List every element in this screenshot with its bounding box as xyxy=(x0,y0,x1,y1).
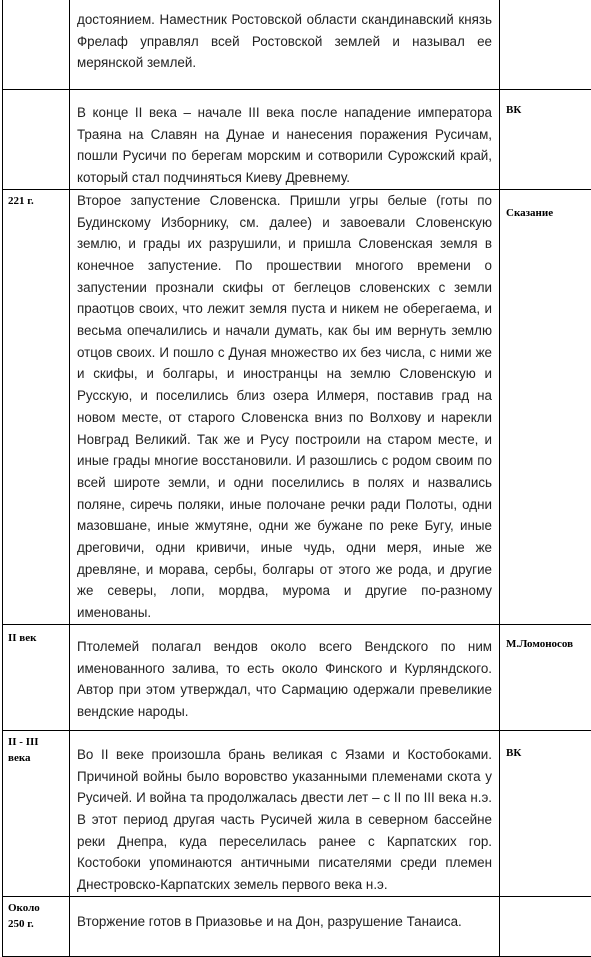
text-cell xyxy=(70,189,500,624)
date-cell xyxy=(3,896,70,956)
source-label: М.Ломоносов xyxy=(500,625,591,650)
source-cell xyxy=(500,0,591,90)
event-text: В конце II века – начале III века после нападение императора Траяна на Славян на Дунае и нанесения поражения Русичам, пошли Русичи по берегам морским и сотворили Сурожский край, который стал подчиняться Киеву Древнему. xyxy=(70,90,499,189)
source-cell xyxy=(500,189,591,624)
date-label xyxy=(3,0,69,4)
source-cell xyxy=(500,90,591,190)
source-label: ВК xyxy=(500,731,591,759)
text-cell xyxy=(70,0,500,90)
event-text: Второе запустение Словенска. Пришли угры белые (готы по Будинскому Изборнику, см. далее) и завоевали Словенскую землю, и грады их разрушили, и пришла Словенская земля в конечное запустение. По прошествии многого времени о запустении прознали скифы от беглецов словенских с земли праотцов своих, что лежит земля пуста и никем не оберегаема, и весьма опечалились и начали думать, как бы им вернуть землю отцов своих. И пошло с Дуная множество их без числа, с ними же и скифы, и болгары, и иностранцы на землю Словенскую и Русскую, и поселились близ озера Илмеря, поставив град на новом месте, от старого Словенска вниз по Волхову и нарекли Новград Великий. Так же и Русу построили на старом месте, и иные грады многие восстановили. И разошлись с родом своим по всей широте земли, и одни поселились в полях и назвались поляне, сиречь поляки, иные полочане речки ради Полоты, одни мазовшане, иные жмутяне, одни же бужане по реке Бугу, иные дреговичи, одни кривичи, иные чудь, одни меря, иные же древляне, и морава, сербы, болгары от этого же рода, и другие же северы, лопи, мордва, мурома и другие по-разному именованы. xyxy=(70,190,499,624)
date-label: II век xyxy=(3,625,69,646)
event-text: достоянием. Наместник Ростовской области скандинавский князь Фрелаф управлял всей Ростовской землей и называл ее мерянской землей. xyxy=(70,0,499,74)
table-row xyxy=(3,624,591,730)
event-text: Во II веке произошла брань великая с Язами и Костобоками. Причиной войны было воровство указанными племенами скота у Русичей. И война та продолжалась двести лет – с II по III века н.э. В этот период другая часть Русичей жила в северном бассейне реки Днепра, куда переселилась ранее с Карпатских гор. Костобоки упоминаются античными писателями среди племен Днестровско-Карпатских земель первого века н.э. xyxy=(70,731,499,896)
source-cell xyxy=(500,624,591,730)
date-label: II - III века xyxy=(3,731,69,766)
text-cell xyxy=(70,896,500,956)
table-row xyxy=(3,90,591,190)
date-cell xyxy=(3,624,70,730)
chronology-table xyxy=(2,0,591,957)
table-row xyxy=(3,0,591,90)
source-cell xyxy=(500,896,591,956)
source-label: Сказание xyxy=(500,190,591,219)
source-label: ВК xyxy=(500,90,591,116)
date-cell xyxy=(3,0,70,90)
date-label: 221 г. xyxy=(3,190,69,209)
text-cell xyxy=(70,730,500,896)
table-row xyxy=(3,189,591,624)
event-text: Вторжение готов в Приазовье и на Дон, разрушение Танаиса. xyxy=(70,897,499,933)
date-cell xyxy=(3,90,70,190)
text-cell xyxy=(70,624,500,730)
text-cell xyxy=(70,90,500,190)
date-cell xyxy=(3,730,70,896)
table-row xyxy=(3,896,591,956)
date-cell xyxy=(3,189,70,624)
source-cell xyxy=(500,730,591,896)
date-label: Около 250 г. xyxy=(3,897,69,932)
table-row xyxy=(3,730,591,896)
event-text: Птолемей полагал вендов около всего Вендского по ним именованного залива, то есть около Финского и Курляндского. Автор при этом утверждал, что Сармацию одержали превеликие вендские народы. xyxy=(70,625,499,723)
date-label xyxy=(3,90,69,95)
